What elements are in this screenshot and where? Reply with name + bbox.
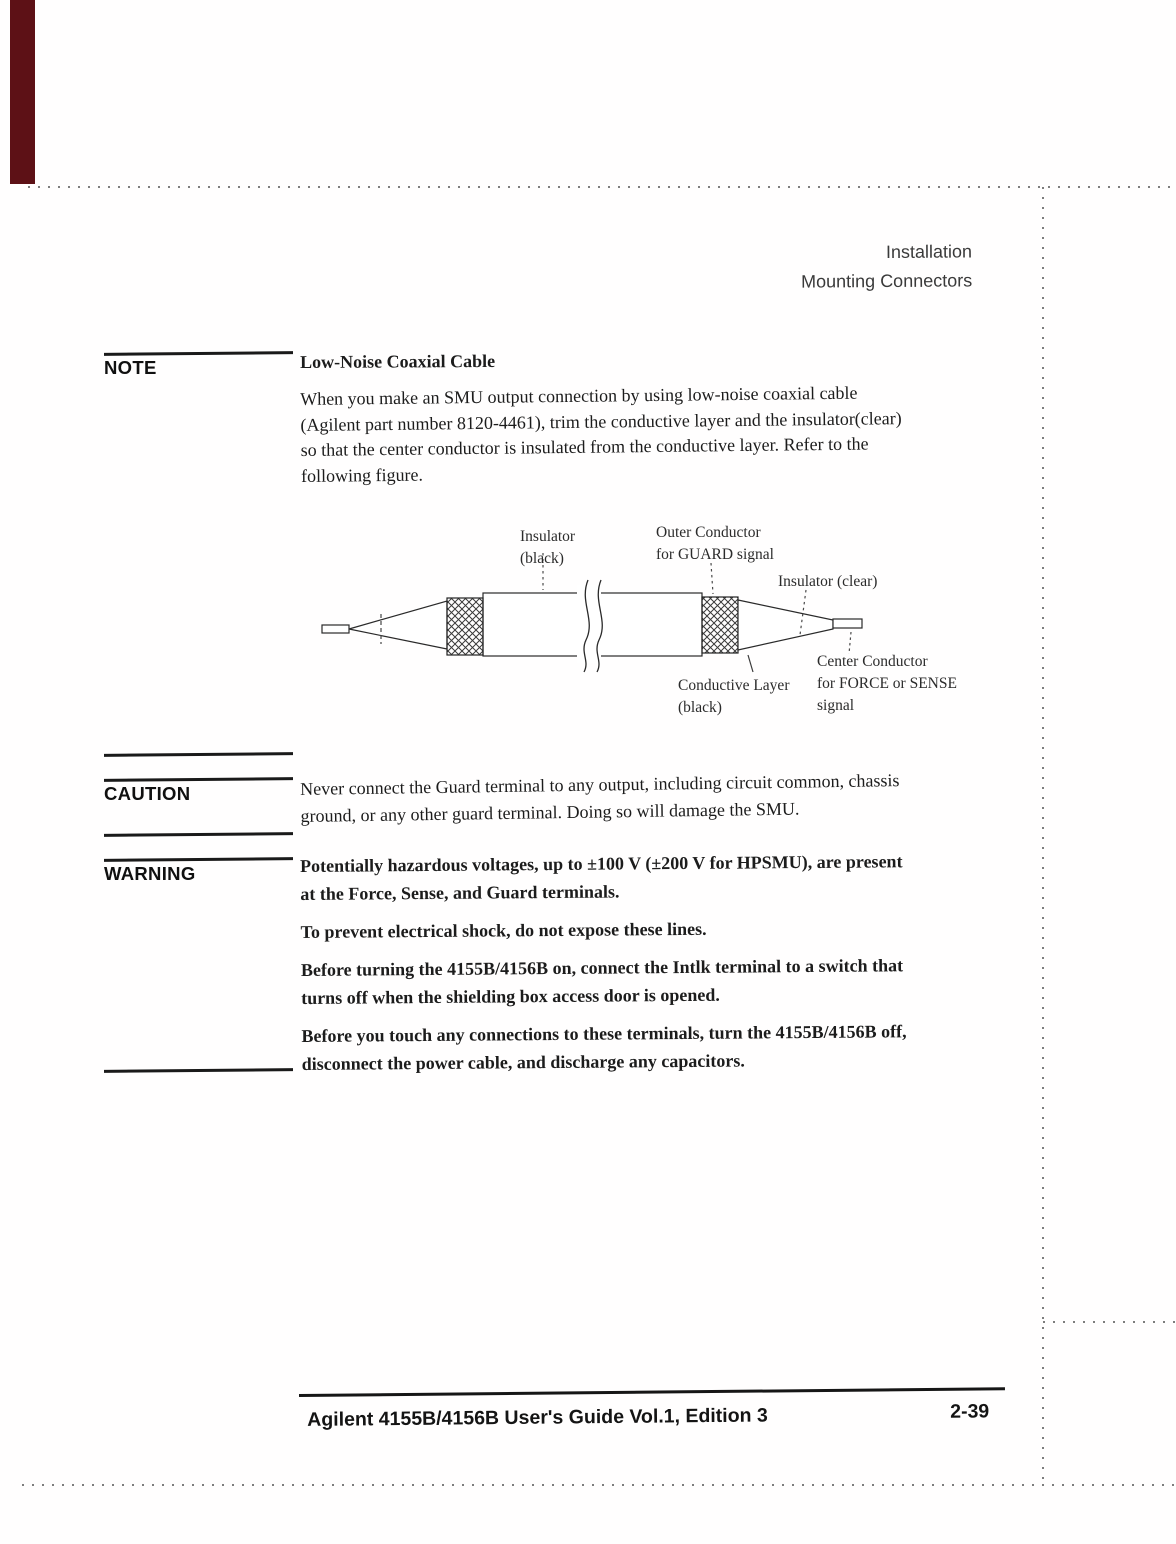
warning-line: Before turning the 4155B/4156B on, connect the Intlk terminal to a switch that [300,955,904,980]
figure-label-center-conductor-line3: signal [817,697,855,714]
caution-label: CAUTION [104,783,191,804]
note-paragraph-line: (Agilent part number 8120-4461), trim the conductive layer and the insulator(clear) [300,407,902,435]
figure-label-insulator-black-line1: Insulator [520,528,576,545]
figure-label-insulator-clear: Insulator (clear) [778,573,878,590]
warning-paragraph [300,847,906,908]
warning-paragraphs [300,847,907,1088]
note-paragraph-line: following figure. [300,464,424,486]
page-edge-right-horizontal-dotted [1043,1321,1176,1323]
footer-page-number: 2-39 [950,1400,990,1423]
note-heading: Low-Noise Coaxial Cable [300,350,496,372]
figure-label-outer-conductor-line2: for GUARD signal [656,546,774,563]
note-paragraph-line: When you make an SMU output connection by using low-noise coaxial cable [300,382,858,409]
warning-line: Potentially hazardous voltages, up to ±100 V (±200 V for HPSMU), are present [300,851,903,876]
warning-label: WARNING [104,863,196,884]
header-section: Mounting Connectors [800,270,973,292]
caution-rule-bottom [104,832,293,836]
shield-band-right [702,597,738,653]
leader-center-conductor [849,632,851,654]
caution-line: Never connect the Guard terminal to any output, including circuit common, chassis [300,770,900,799]
warning-line: at the Force, Sense, and Guard terminals. [300,881,620,904]
footer-rule [299,1387,1005,1397]
warning-rule-top [104,857,293,861]
header-chapter: Installation [885,241,972,263]
figure-label-outer-conductor-line1: Outer Conductor [656,524,761,541]
warning-paragraph [301,1017,907,1078]
leader-outer-conductor [711,563,713,594]
page-edge-top-dotted [28,186,1176,188]
figure-label-center-conductor-line2: for FORCE or SENSE [817,675,957,692]
page-edge-bottom-dotted [22,1484,1176,1486]
warning-line: Before you touch any connections to these terminals, turn the 4155B/4156B off, [301,1021,907,1046]
warning-paragraph [301,913,906,946]
note-paragraph-line: so that the center conductor is insulated from the conductive layer. Refer to the [300,433,869,460]
coax-cable-figure [300,505,1000,737]
figure-label-insulator-black-line2: (black) [520,550,564,567]
left-wire-stub [322,625,349,633]
note-rule-top [104,351,293,355]
note-label: NOTE [104,357,157,378]
page-edge-right-dotted [1042,187,1044,1482]
shield-band-left [447,598,483,655]
center-conductor-stub [833,619,862,628]
warning-line: To prevent electrical shock, do not expose these lines. [300,918,707,942]
footer-title: Agilent 4155B/4156B User's Guide Vol.1, Edition 3 [307,1404,768,1431]
leader-conductive-layer [748,655,753,672]
figure-label-center-conductor-line1: Center Conductor [817,653,928,670]
caution-rule-top [104,777,293,781]
figure-label-conductive-layer-line1: Conductive Layer [678,677,790,694]
warning-line: disconnect the power cable, and discharge any capacitors. [301,1050,745,1074]
figure-label-conductive-layer-line2: (black) [678,699,722,716]
warning-rule-bottom [104,1068,293,1072]
caution-line: ground, or any other guard terminal. Doing so will damage the SMU. [300,798,800,826]
page-footer [299,1387,1005,1432]
note-rule-bottom [104,752,293,756]
running-header [801,237,973,296]
scan-artifact-red-stripe [10,0,35,184]
left-taper [349,601,447,649]
right-taper [738,600,833,650]
warning-paragraph [301,951,907,1012]
note-paragraph [300,380,902,489]
caution-paragraph [300,767,900,830]
warning-line: turns off when the shielding box access door is opened. [301,984,720,1008]
